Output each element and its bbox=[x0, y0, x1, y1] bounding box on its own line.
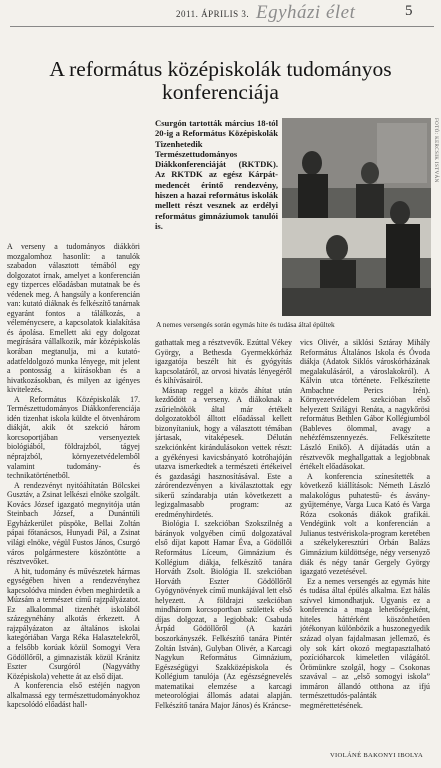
paragraph: Másnap reggel a közös áhítat után kezdődött a verseny. A diákoknak a zsűrielnökök által már értékelt dolgozatokból álltott előadással kellett bizonyítaniuk, hogy a választott témában jártasak, vitaképesek. Délután szekciónként kirándulásokon vettek részt: a gyékényesi kavicsbányató kotróhajóján utazva ismerkedtek a természeti értékeivel és gazdasági hasznosításával. Este a zárórendezvényen a kiválasztottak egy sikerű színdarabja után következett a legizgalmasabb program: az eredményhirdetés. bbox=[155, 385, 292, 519]
article-column-3 bbox=[300, 338, 430, 748]
header-divider bbox=[10, 26, 434, 27]
paragraph: A verseny a tudományos diákköri mozgalomhoz hasonlít: a tanulók szabadon választott témából egy dolgozatot írnak, amelyet a konferencián egy tizperces előadásban mutatnak be és védenek meg. A hangsúly a konferencián van: kutató diáknak és felkészítő tanárnak egyaránt fontos a tálálkozás, a véleménycsere, a kapcsolatok kialakítása és ápolása. Emellett aki egy dolgozat megírására vállalkozik, már középiskolás korában megtanulja, mi a kutató-adatfeldolgozó munka lényege, mit jelent a pontosság a kiírásokban és a hivatkozásokban, és milyen az igényes kivitelezés. bbox=[7, 242, 140, 395]
paragraph: vics Olivér, a siklósi Sztáray Mihály Református Általános Iskola és Óvoda diákja (Adatok Siklós városkórházának megalakulásáról, a városlakokról). A Kálvin utca története. Felkészítette Ambachne Perics Irén). Környezetvédelem szekcióban első helyezett Szilágyi Renáta, a nagykőrösi református Bethlen Gábor Kollégiumból (Bableves ölommal, avagy a nehézfémszennyezés. Felkészítette László Enikő). A díjátadás után a résztvevők meghallgattak a legjobbnak értékelt előadásokat. bbox=[300, 338, 430, 472]
page-number: 5 bbox=[405, 3, 413, 19]
article-photo bbox=[282, 118, 431, 316]
paragraph: A hit, tudomány és művészetek hármas egységében hiven a rendezvényhez kapcsolódva minden évben meghirdetik a Múzsám a természet című rajzpályázatot. Ez alkalommal tizenhét iskolából százegynéhány alkotás érkezett. A rajzpályázaton az általános iskolai kategóriában Varga Réka Halasztelekről, a felsőbb korúak közül Somogyi Vera Gödöllőről, a gimnazisták közül Kránitz Eszter Csurgóról (Nagyváthy Középiskola) vehette át az első díjat. bbox=[7, 566, 140, 681]
paragraph: gathattak meg a résztvevők. Ezúttal Vékey György, a Bethesda Gyermekkórház igazgatója beszélt hit és gyógyítás kapcsolatáról, az orvosi hivatás lényegéről és kihívásairól. bbox=[155, 338, 292, 386]
photo-image bbox=[282, 118, 431, 316]
photo-caption: A nemes versengés során egymás hite és tudása által épültek bbox=[156, 320, 335, 329]
paragraph: A Református Középiskolák 17. Természettudományos Diákkonferenciája idén tizenhat iskola küldte el ötvenhárom diákját, akik öt szekció három korcsoportjában versenyeztek biológiából, földrajzból, tágyej néprajzból, környezetvédelemből valamint tudomány- és technikatörténetből. bbox=[7, 394, 140, 481]
paragraph: Ez a nemes versengés az egymás hite és tudása által épülés alkalma. Ezt hálás szívvel kimondhatjuk. Ugyanis ez a konferencia a maga lehetőségeiként, hiteles háttérként köszönhetően jótékonyan különbözik a huszonegyedik század olyan fajdalmasan jellemző, és oly sok kárt okozó megtapasztalható pozícióharcok kimeletlen világától. Örömünkre szolgál, hogy – Csokonas szavával – az „első somogyi iskola” immáron állandó otthona az ifjú természettudós-palánták megmérettetésének. bbox=[300, 576, 430, 710]
photo-credit: FOTÓ: KERCSIK ISTVÁN bbox=[433, 118, 438, 183]
article-lead: Csurgón tartották március 18-tól 20-ig a Református Középiskolák Tizenhetedik Természettudományos Diákkonferenciáját (RKTDK). Az RKTDK az egész Kárpát-medencét érintő rendezvény, hiszen a hazai református iskolák mellett részt vesznek az erdélyi református gimnáziumok tanulói is. bbox=[155, 118, 278, 231]
page-header bbox=[0, 0, 441, 28]
article-column-1 bbox=[7, 242, 140, 762]
paragraph: A rendezvényt nyitóáhítatán Bölcskei Gusztáv, a Zsinat lelkészi elnöke szolgált. Kovács József igazgató megnyitója után Steinbach József, a Dunántúli Egyházkerület püspöke, Bellai Zoltán pápai főtanácsos, Hunyadi Pál, a Zsinat világi elnöke, végül Fustos János, Csurgó város polgármestere köszöntötte a résztvevőket. bbox=[7, 480, 140, 567]
section-title: Egyházi élet bbox=[256, 2, 356, 23]
issue-date: 2011. ÁPRILIS 3. bbox=[176, 9, 250, 19]
author-byline: VIOLÁNÉ BAKONYI IBOLYA bbox=[330, 752, 424, 759]
paragraph: Biológia I. szekcióban Szokszilnég a bárányok volgyében című dolgozatával első díjat kapott Hamar Éva, a Gödöllői Református Líceum, Gimnázium és Kollégium diákja, felkészítő tanára Horváth Zsolt. Biológia II. szekcióban Horváth Eszter Gödöllőről Gyógynövények című munkájával lett első helyezett. A földrajzi szekcióban mindhárom korcsoportban születtek első díjas dolgozat, a legjobbak: Csabuda Árpád Gödöllőről (A kazári boszorkányszék. Felkészítő tanára Pintér Zoltán István), Gulyban Olivér, a Karcagi Nagykun Református Gimnázium, Egészségügyi Szakközépiskola és Kollégium tanulója (Az egészségnevelés matematikai elemzése a karcagi meteorológiai állomás adatai alapján. Felkészítő tanára Major János) és Kráncse- bbox=[155, 519, 292, 710]
paragraph: A konferencia színesítették a következő kiállítások: Németh László malakológus puhatestű- és ásvány-gyűjteménye, Varga Luca Kató és Varga Róza csokonás diákok grafikái. Vendégünk volt a konferencián a Julianus testvériskola-program keretében a székelykeresztúri Orbán Balázs Gimnázium küldöttsége, négy versenyző diák és négy tanár Gergely György igazgató vezetésével. bbox=[300, 471, 430, 577]
paragraph: A konferencia első estéjén nagyon alkalmassá egy természettudományokhoz kapcsolódó előadást hall- bbox=[7, 681, 140, 710]
article-column-2 bbox=[155, 338, 292, 748]
article-title: A református középiskolák tudományos konferenciája bbox=[49, 57, 392, 104]
